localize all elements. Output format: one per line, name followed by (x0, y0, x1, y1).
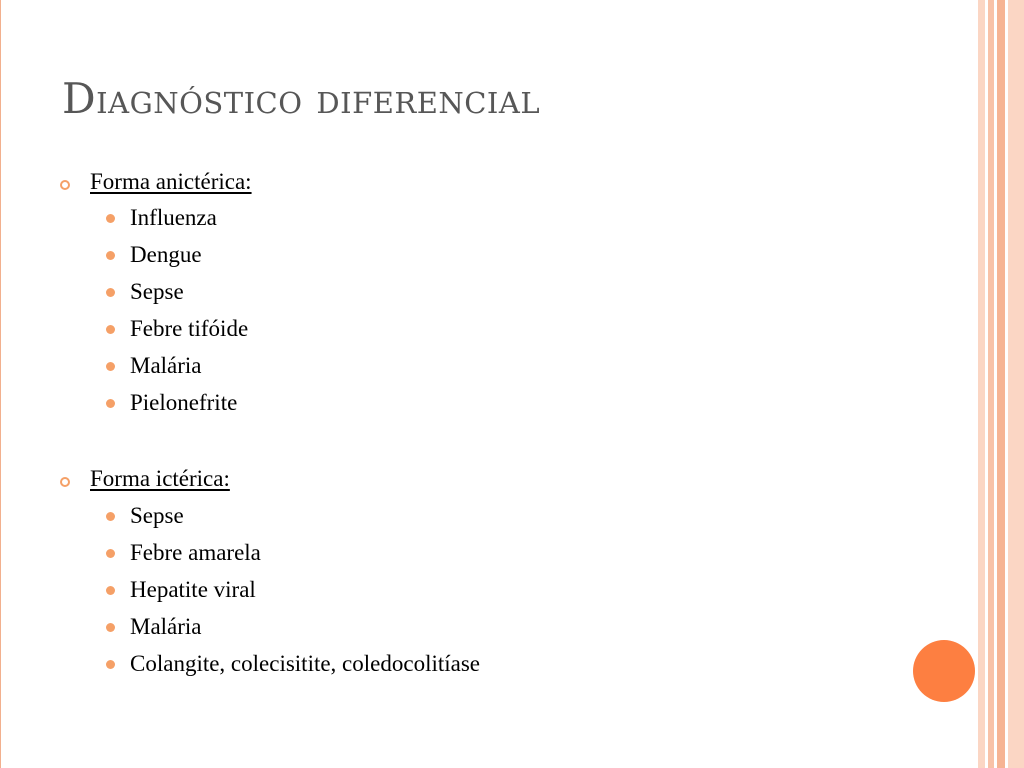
list-item: Sepse (130, 279, 184, 304)
list-item: Febre amarela (130, 540, 261, 565)
list-item: Colangite, colecisitite, coledocolitíase (130, 651, 480, 676)
dot-bullet-icon (106, 399, 115, 408)
dot-bullet-icon (106, 586, 115, 595)
dot-bullet-icon (106, 251, 115, 260)
section-heading: Forma anictérica: (90, 169, 252, 194)
list-item: Hepatite viral (130, 577, 256, 602)
list-item: Malária (130, 353, 202, 378)
list-item: Sepse (130, 503, 184, 528)
ring-bullet-icon (60, 180, 70, 190)
slide-left-border (0, 0, 1, 768)
decor-circle (913, 640, 975, 702)
list-item: Febre tifóide (130, 316, 249, 341)
dot-bullet-icon (106, 214, 115, 223)
list-item: Pielonefrite (130, 390, 238, 415)
dot-bullet-icon (106, 623, 115, 632)
section-heading: Forma ictérica: (90, 466, 230, 491)
dot-bullet-icon (106, 288, 115, 297)
decor-stripe (1008, 0, 1024, 768)
dot-bullet-icon (106, 362, 115, 371)
dot-bullet-icon (106, 325, 115, 334)
decor-stripe (978, 0, 985, 768)
dot-bullet-icon (106, 549, 115, 558)
slide-title: Diagnóstico diferencial (62, 74, 541, 123)
dot-bullet-icon (106, 512, 115, 521)
list-item: Influenza (130, 205, 217, 230)
dot-bullet-icon (106, 660, 115, 669)
list-item: Dengue (130, 242, 202, 267)
ring-bullet-icon (60, 477, 70, 487)
list-item: Malária (130, 614, 202, 639)
decor-stripe (997, 0, 1005, 768)
